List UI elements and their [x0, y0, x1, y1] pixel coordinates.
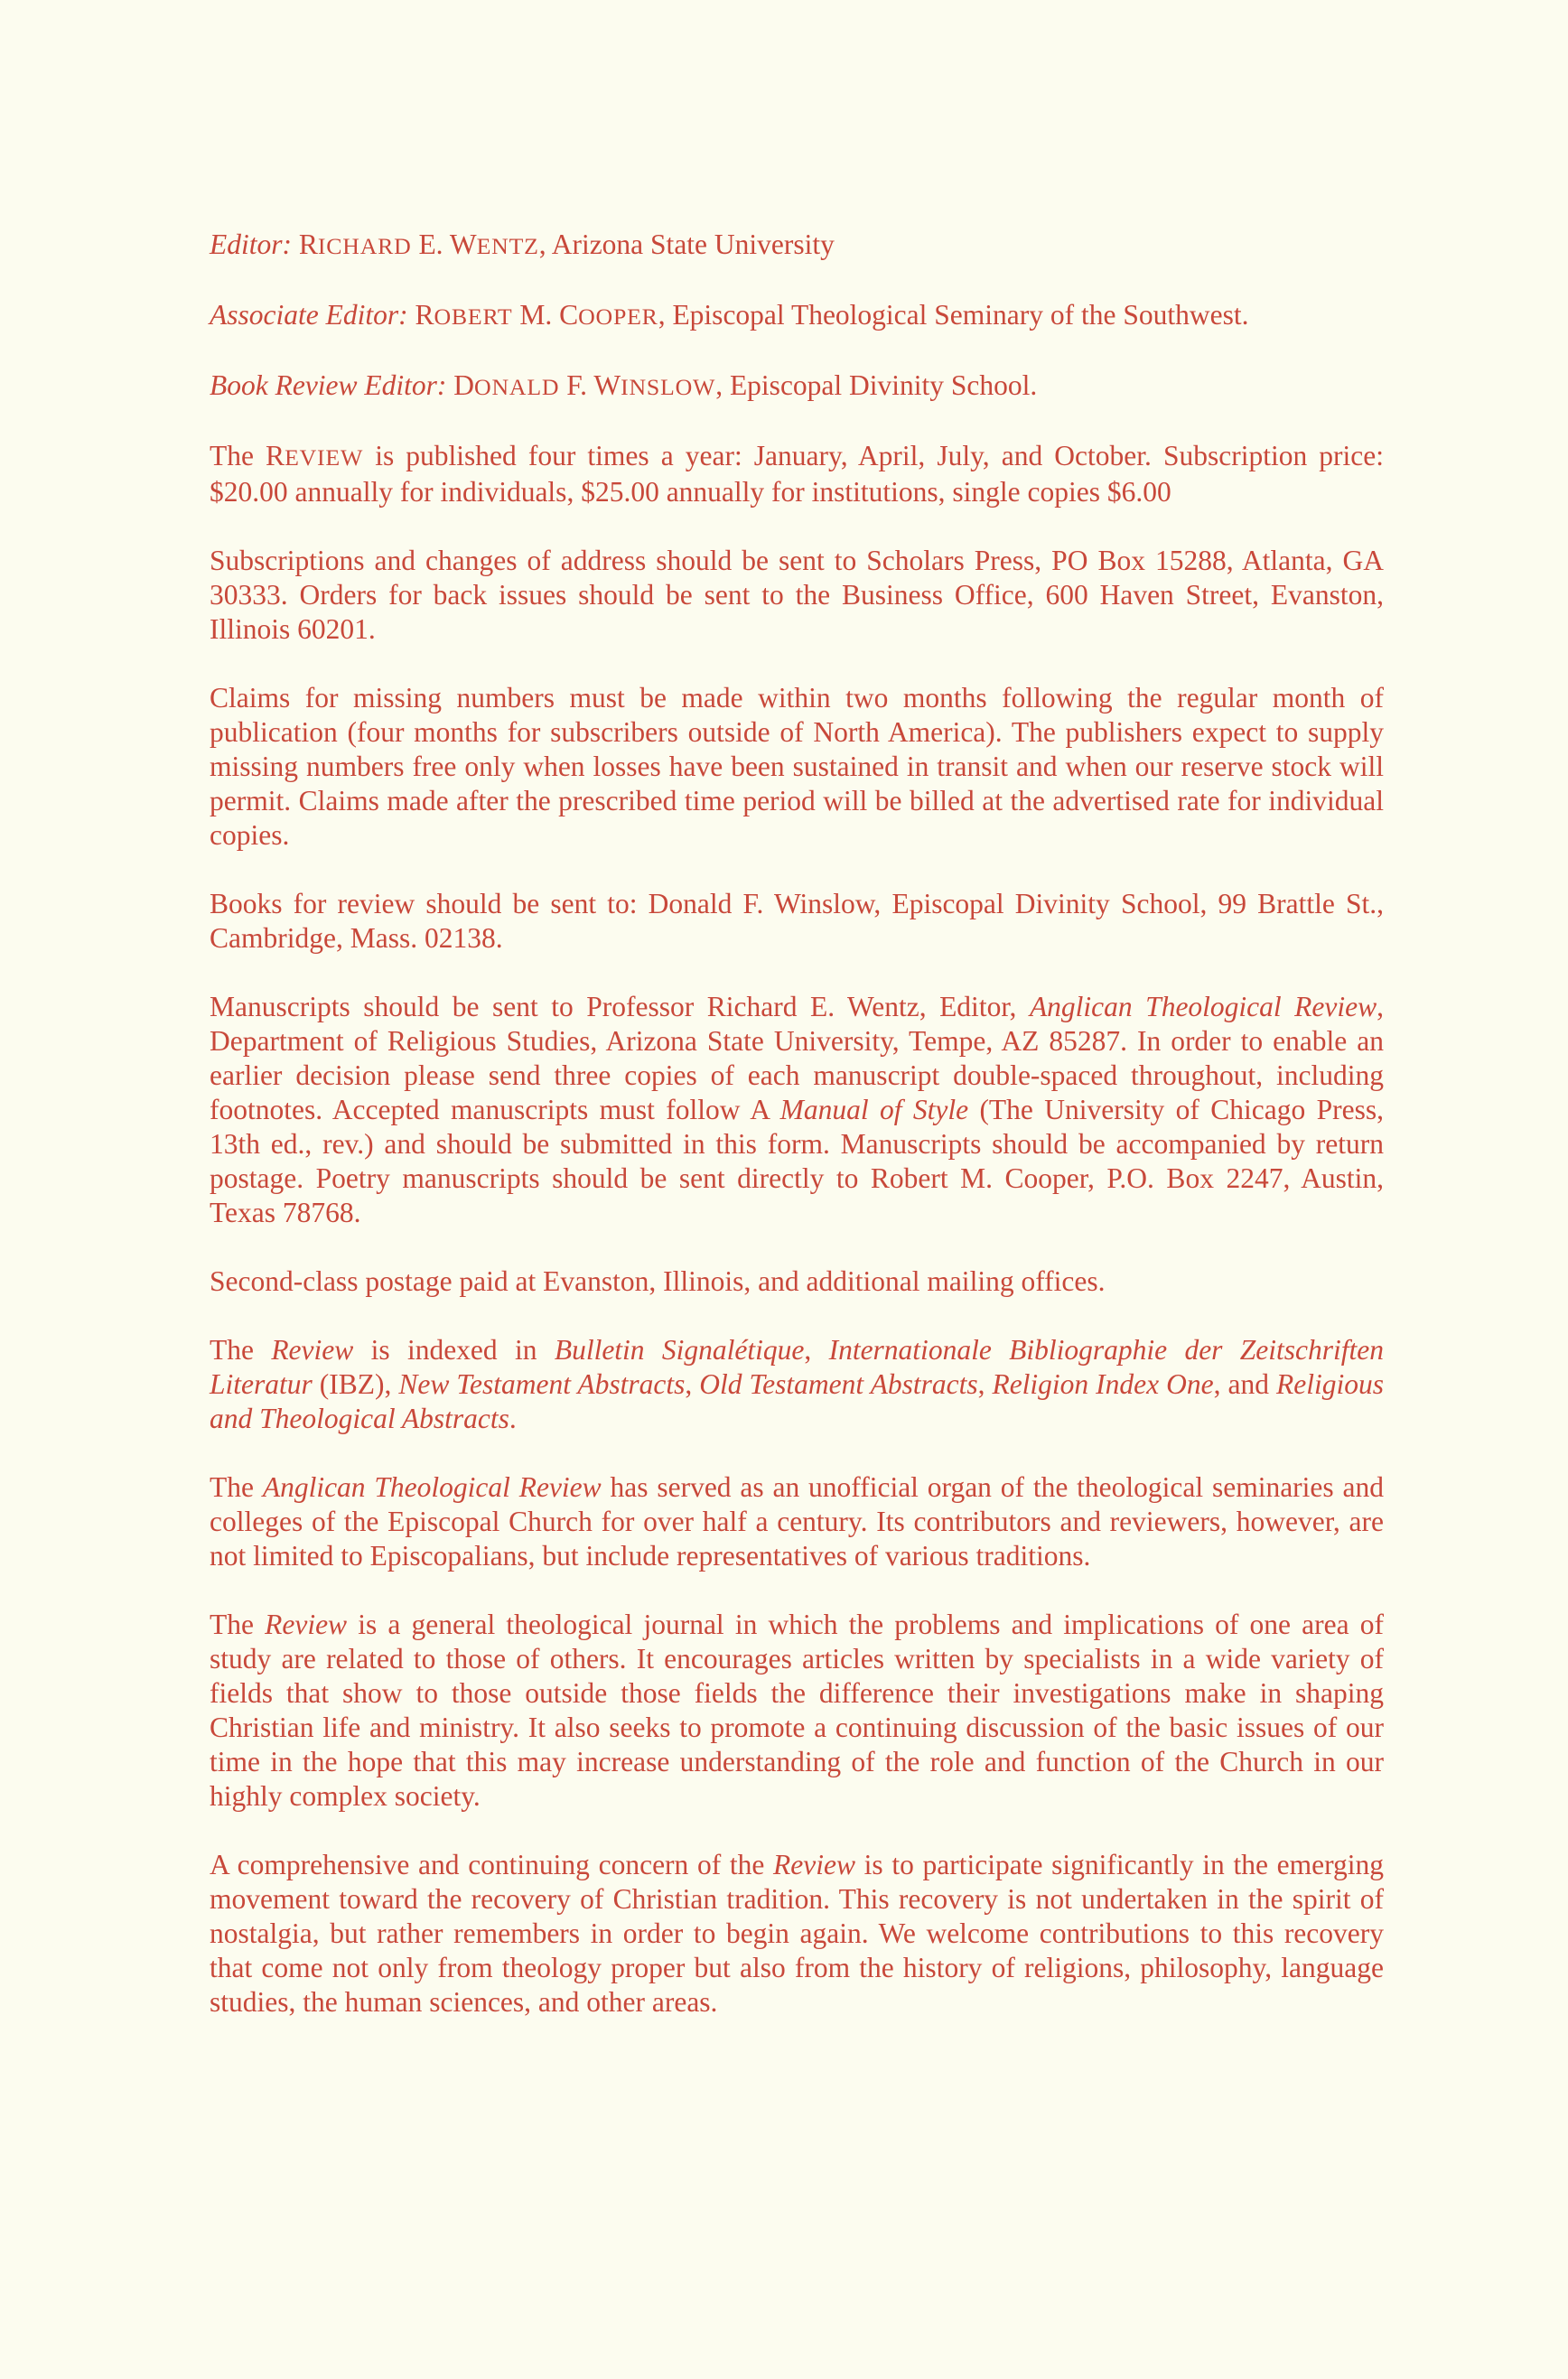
- concern-paragraph: [210, 1848, 1384, 2020]
- publication-lead: The: [210, 440, 266, 471]
- books-for-review-paragraph: Books for review should be sent to: Donald F. Winslow, Episcopal Divinity School, 99 Brattle St., Cambridge, Mass. 02138.: [210, 888, 1384, 954]
- publication-text: is published four times a year: January, April, July, and October. Subscription price: $20.00 annually for individuals, $25.00 annually for institutions, single copies $6.00: [210, 440, 1384, 508]
- concern-text: is to participate significantly in the emerging movement toward the recovery of Christian tradition. This recovery is not undertaken in the spirit of nostalgia, but rather remembers in order to begin again. We welcome contributions to this recovery that come not only from theology proper but also from the history of religions, philosophy, language studies, the human sciences, and other areas.: [210, 1849, 1385, 2018]
- subscriptions-paragraph: Subscriptions and changes of address should be sent to Scholars Press, PO Box 15288, Atlanta, GA 30333. Orders for back issues should be sent to the Business Office, 600 Haven Street, Evanston, Illinois 60201.: [210, 545, 1384, 645]
- editor-last-rest: ENTZ: [476, 233, 539, 259]
- organ-paragraph: [210, 1470, 1384, 1573]
- manuscripts-paragraph: [210, 990, 1384, 1230]
- review-initial: R: [266, 440, 285, 471]
- associate-editor-first-initial: R: [415, 299, 434, 331]
- editor-first-rest: ICHARD: [317, 233, 412, 259]
- associate-editor-last-initial: C: [559, 299, 579, 331]
- claims-paragraph: Claims for missing numbers must be made within two months following the regular month of publication (four months for subscribers outside of North America). The publishers expect to supply missing numbers free only when losses have been sustained in transit and when our reserve stock will permit. Claims made after the prescribed time period will be billed at the advertised rate for individual copies.: [210, 682, 1384, 851]
- indexed-comma1: ,: [804, 1334, 829, 1366]
- book-review-editor-affiliation: , Episcopal Divinity School.: [715, 369, 1038, 401]
- editor-role: Editor:: [210, 229, 292, 260]
- indexed-paragraph: [210, 1333, 1384, 1436]
- indexed-ota: Old Testament Abstracts: [699, 1368, 978, 1400]
- general-paragraph: [210, 1608, 1384, 1814]
- manuscripts-style-title: Manual of Style: [779, 1094, 969, 1125]
- editor-line: [210, 228, 1384, 264]
- indexed-comma3: ,: [977, 1368, 993, 1400]
- associate-editor-role: Associate Editor:: [210, 299, 408, 331]
- concern-review: Review: [773, 1849, 855, 1880]
- editor-last-initial: W: [449, 229, 477, 260]
- book-review-editor-last-rest: INSLOW: [621, 374, 716, 400]
- concern-lead: A comprehensive and continuing concern of the: [210, 1849, 774, 1880]
- associate-editor-last-rest: OOPER: [578, 303, 658, 330]
- general-text: is a general theological journal in which the problems and implications of one area of study are related to those of others. It encourages articles written by specialists in a wide variety of fields that show to those outside those fields the difference their investigations make in shaping Christian life and ministry. It also seeks to promote a continuing discussion of the basic issues of our time in the hope that this may increase understanding of the role and function of the Church in our highly complex society.: [210, 1609, 1384, 1812]
- organ-lead: The: [210, 1471, 263, 1503]
- general-lead: The: [210, 1609, 266, 1640]
- associate-editor-first-rest: OBERT: [434, 303, 513, 330]
- book-review-editor-line: [210, 369, 1384, 405]
- indexed-comma2: ,: [685, 1368, 700, 1400]
- associate-editor-middle: M.: [519, 299, 553, 331]
- indexed-review: Review: [271, 1334, 354, 1366]
- indexed-rta: Religious and Theological Abstracts: [210, 1368, 1384, 1434]
- indexed-ibz-abbr: (IBZ),: [312, 1368, 399, 1400]
- book-review-editor-last-initial: W: [593, 369, 621, 401]
- indexed-is-indexed-in: is indexed in: [353, 1334, 555, 1366]
- manuscripts-style-a: A: [750, 1094, 770, 1125]
- editor-first-initial: R: [298, 229, 318, 260]
- associate-editor-affiliation: , Episcopal Theological Seminary of the Southwest.: [658, 299, 1249, 331]
- publication-paragraph: [210, 439, 1384, 509]
- manuscripts-part1: Manuscripts should be sent to Professor Richard E. Wentz, Editor,: [210, 991, 1030, 1022]
- editor-middle: E.: [418, 229, 443, 260]
- indexed-lead: The: [210, 1334, 272, 1366]
- book-review-editor-role: Book Review Editor:: [210, 369, 447, 401]
- indexed-and: , and: [1213, 1368, 1276, 1400]
- book-review-editor-first-initial: D: [453, 369, 475, 401]
- organ-journal-title: Anglican Theological Review: [262, 1471, 602, 1503]
- review-rest: EVIEW: [285, 444, 364, 471]
- associate-editor-line: [210, 298, 1384, 334]
- manuscripts-part2: , Department of Religious Studies, Arizona State University, Tempe, AZ 85287. In order to enable an earlier decision please send three copies of each manuscript double-spaced throughout, including footnotes. Accepted manuscripts must follow: [210, 991, 1384, 1125]
- book-review-editor-first-rest: ONALD: [474, 374, 560, 400]
- content-column: [210, 228, 1384, 2054]
- book-review-editor-middle: F.: [566, 369, 588, 401]
- postage-paragraph: Second-class postage paid at Evanston, Illinois, and additional mailing offices.: [210, 1265, 1106, 1297]
- indexed-bulletin: Bulletin Signalétique: [554, 1334, 805, 1366]
- manuscripts-part3: (The University of Chicago Press, 13th ed., rev.) and should be submitted in this form. Manuscripts should be accompanied by return postage. Poetry manuscripts should be sent directly to Robert M. Cooper, P.O. Box 2247, Austin, Texas 78768.: [210, 1094, 1384, 1228]
- indexed-rio: Religion Index One: [992, 1368, 1214, 1400]
- organ-text: has served as an unofficial organ of the theological seminaries and colleges of the Episcopal Church for over half a century. Its contributors and reviewers, however, are not limited to Episcopalians, but include representatives of various traditions.: [210, 1471, 1384, 1572]
- indexed-end: .: [509, 1403, 517, 1434]
- general-review: Review: [265, 1609, 348, 1640]
- manuscripts-journal-title: Anglican Theological Review: [1029, 991, 1377, 1022]
- indexed-ibz: Internationale Bibliographie der Zeitschriften Literatur: [210, 1334, 1385, 1400]
- editor-affiliation: , Arizona State University: [538, 229, 835, 260]
- indexed-nta: New Testament Abstracts: [398, 1368, 686, 1400]
